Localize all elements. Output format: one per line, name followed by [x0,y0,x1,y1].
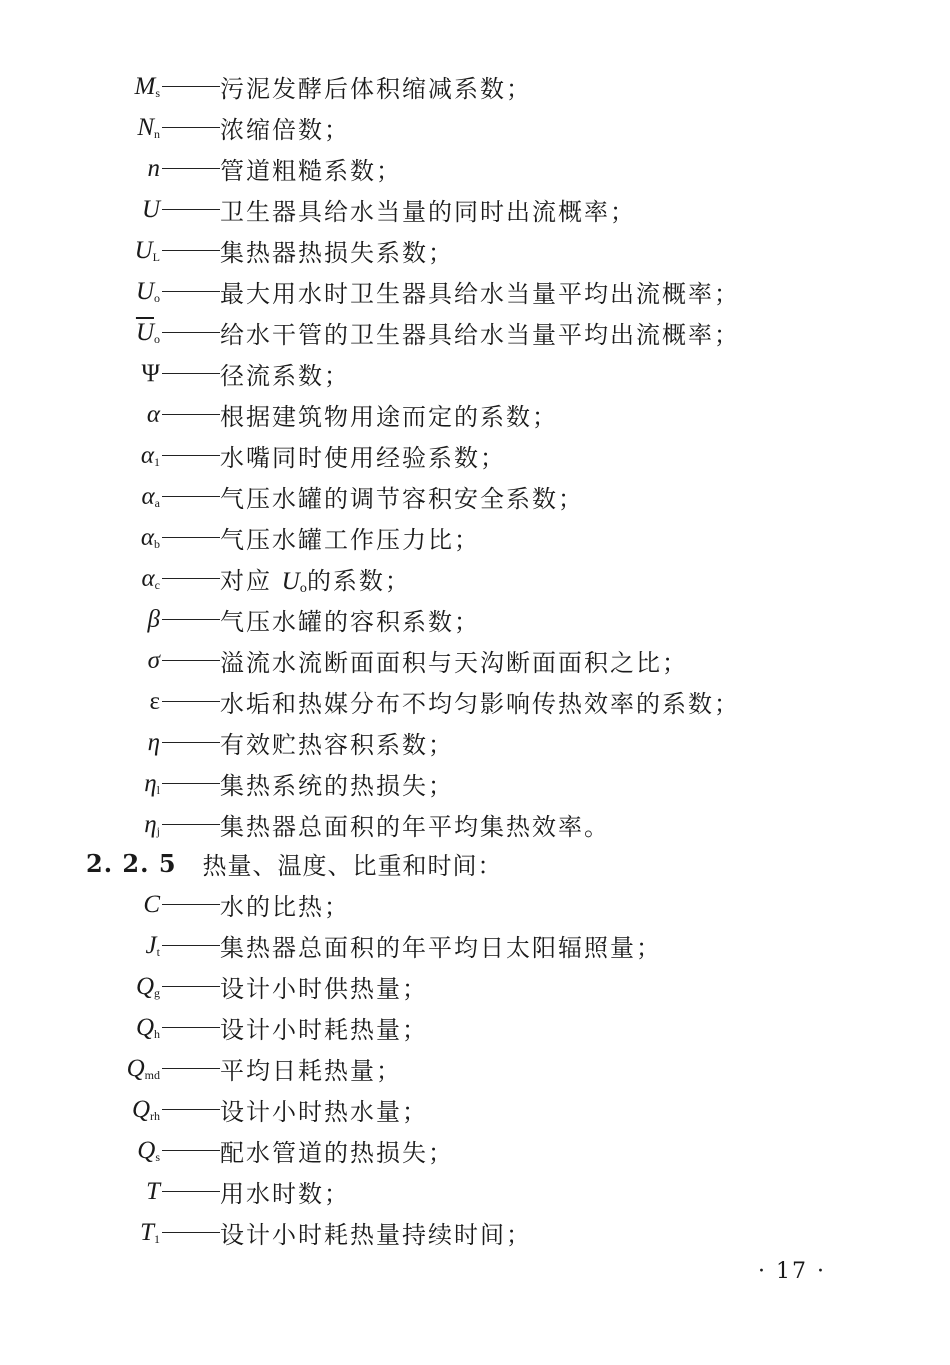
em-dash [162,250,220,251]
definition-line [0,1171,950,1212]
symbol: η [147,728,160,756]
symbol: $M_s$ [134,72,160,100]
em-dash [162,1191,220,1192]
definition-line [0,1212,950,1253]
definition-line [0,271,950,312]
em-dash [162,127,220,128]
definition-text: 水的比热； [220,893,350,921]
definition-line [0,394,950,435]
definition-line [0,148,950,189]
em-dash [162,742,220,743]
definition-text: 对应 $U_o$的系数； [220,567,411,595]
symbol: $Q_{rh}$ [131,1095,160,1123]
definition-line [0,681,950,722]
symbol: $U_L$ [134,236,160,264]
definition-line [0,763,950,804]
symbol: $U_o$ [135,277,160,305]
definition-text: 集热器热损失系数； [220,239,454,267]
symbol: $J_t$ [145,931,160,959]
em-dash [162,783,220,784]
em-dash [162,86,220,87]
definition-line [0,884,950,925]
em-dash [162,291,220,292]
page-number: · 17 · [758,1259,826,1284]
symbol: $\alpha_c$ [141,564,160,592]
definition-line [0,230,950,271]
definition-line [0,435,950,476]
definition-text: 设计小时热水量； [220,1098,428,1126]
definition-text: 径流系数； [220,362,350,390]
symbol: α [146,400,160,428]
symbol: $\alpha_1$ [140,441,160,469]
definition-line [0,1130,950,1171]
symbol: T [146,1177,160,1205]
definition-line [0,189,950,230]
em-dash [162,1109,220,1110]
symbol: Ψ [141,359,160,387]
symbol: $Q_{md}$ [126,1054,160,1082]
em-dash [162,332,220,333]
symbol: $N_n$ [137,113,160,141]
em-dash [162,168,220,169]
symbol: $\eta_j$ [144,810,160,838]
section-title: 热量、温度、比重和时间： [202,852,503,880]
definition-text: 设计小时供热量； [220,975,428,1003]
definition-text: 集热器总面积的年平均日太阳辐照量； [220,934,662,962]
em-dash [162,496,220,497]
em-dash [162,701,220,702]
definition-line [0,312,950,353]
definition-line [0,722,950,763]
definition-text: 气压水罐的容积系数； [220,608,480,636]
definition-line [0,517,950,558]
em-dash [162,660,220,661]
definition-text: 卫生器具给水当量的同时出流概率； [220,198,636,226]
em-dash [162,1150,220,1151]
symbol: σ [147,646,160,674]
symbol: $\overline{U}_o$ [135,318,160,346]
symbol: β [147,605,160,633]
definition-line [0,1007,950,1048]
definition-line [0,966,950,1007]
definition-text: 浓缩倍数； [220,116,350,144]
symbol: U [141,195,160,223]
definition-line [0,599,950,640]
em-dash [162,904,220,905]
definition-line [0,353,950,394]
symbol: $Q_g$ [135,972,160,1000]
symbol: $T_1$ [140,1218,160,1246]
definition-line [0,66,950,107]
definition-text: 溢流水流断面面积与天沟断面面积之比； [220,649,688,677]
em-dash [162,209,220,210]
definition-text: 根据建筑物用途而定的系数； [220,403,558,431]
definition-line [0,925,950,966]
definition-text: 给水干管的卫生器具给水当量平均出流概率； [220,321,740,349]
definition-line [0,476,950,517]
symbol: ε [149,687,160,715]
symbol: $\alpha_b$ [140,523,160,551]
em-dash [162,1232,220,1233]
definition-text: 水垢和热媒分布不均匀影响传热效率的系数； [220,690,740,718]
definition-text: 管道粗糙系数； [220,157,402,185]
definition-text: 气压水罐工作压力比； [220,526,480,554]
definition-text: 集热器总面积的年平均集热效率。 [220,813,610,841]
section-number: 2. 2. 5 [86,849,177,878]
definition-line [0,558,950,599]
em-dash [162,619,220,620]
symbol: n [147,154,160,182]
em-dash [162,578,220,579]
definition-text: 设计小时耗热量持续时间； [220,1221,532,1249]
definition-text: 设计小时耗热量； [220,1016,428,1044]
definition-line [0,640,950,681]
definition-text: 水嘴同时使用经验系数； [220,444,506,472]
em-dash [162,537,220,538]
em-dash [162,414,220,415]
definition-line [0,107,950,148]
symbol: C [143,890,160,918]
definition-text: 有效贮热容积系数； [220,731,454,759]
em-dash [162,373,220,374]
em-dash [162,455,220,456]
definition-text: 平均日耗热量； [220,1057,402,1085]
em-dash [162,1068,220,1069]
definition-line [0,1089,950,1130]
em-dash [162,945,220,946]
definition-text: 污泥发酵后体积缩减系数； [220,75,532,103]
definition-text: 配水管道的热损失； [220,1139,454,1167]
definition-text: 用水时数； [220,1180,350,1208]
definition-line [0,804,950,845]
symbol: $Q_h$ [135,1013,160,1041]
definition-line [0,1048,950,1089]
section-heading [86,843,503,884]
em-dash [162,1027,220,1028]
em-dash [162,986,220,987]
definition-text: 气压水罐的调节容积安全系数； [220,485,584,513]
em-dash [162,824,220,825]
definition-text: 最大用水时卫生器具给水当量平均出流概率； [220,280,740,308]
symbol: $\eta_l$ [144,769,160,797]
definition-text: 集热系统的热损失； [220,772,454,800]
symbol: $Q_s$ [137,1136,160,1164]
symbol: $\alpha_a$ [141,482,160,510]
